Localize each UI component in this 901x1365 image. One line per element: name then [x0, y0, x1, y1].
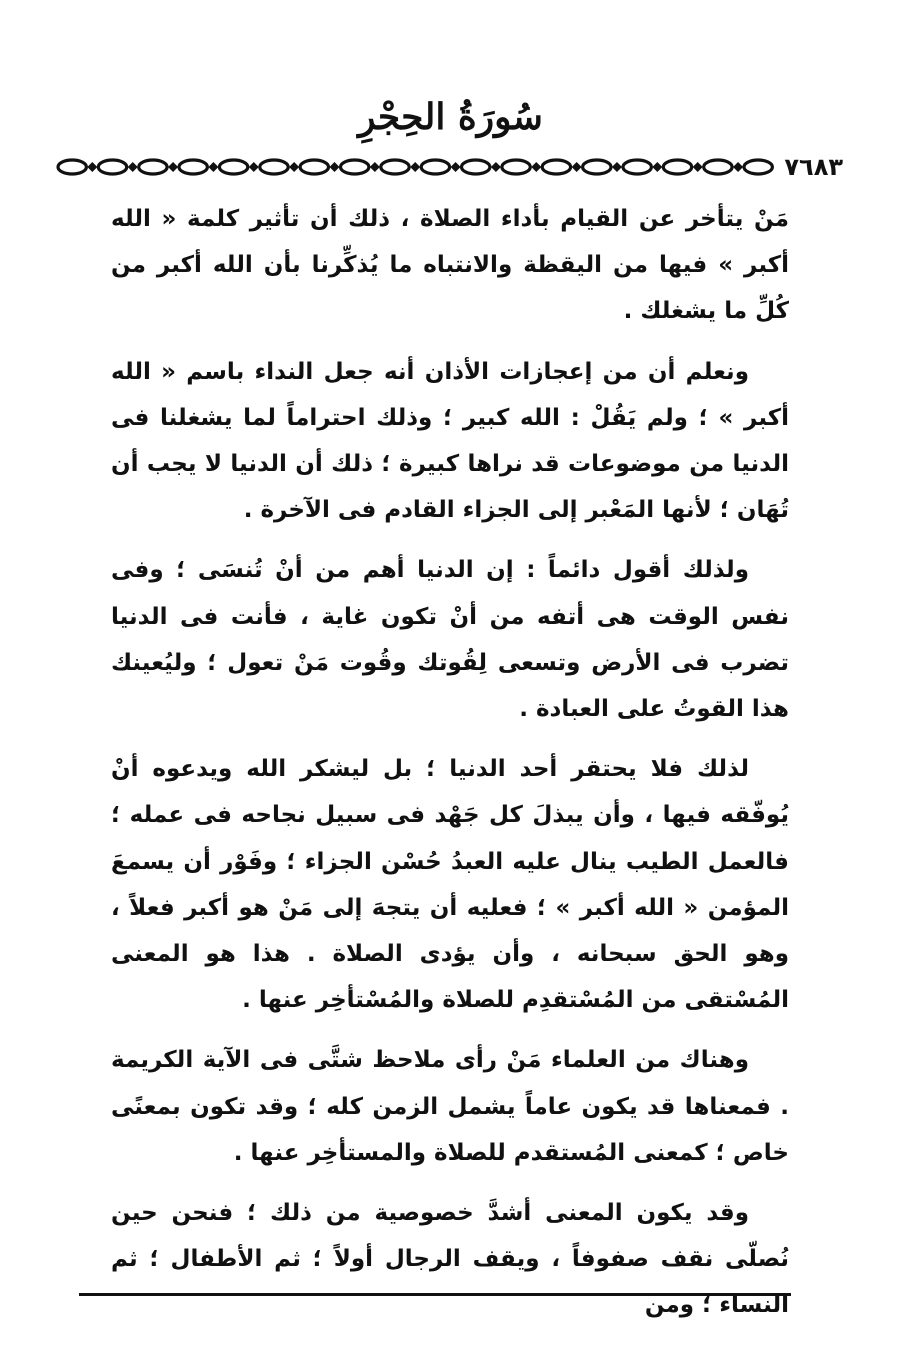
chain-link — [583, 160, 611, 174]
chain-link — [381, 160, 409, 174]
chain-diamond — [652, 162, 662, 172]
page-number: ٧٦٨٣ — [784, 153, 843, 181]
chain-link — [300, 160, 328, 174]
chain-link — [542, 160, 570, 174]
paragraph-6: وقد يكون المعنى أشدَّ خصوصية من ذلك ؛ فنحن حين نُصلّى نقف صفوفاً ، ويقف الرجال أولاً ؛ ثم الأطفال ؛ ثم النساء ؛ ومن — [111, 1200, 789, 1319]
chain-diamond — [329, 162, 339, 172]
chain-link — [58, 160, 86, 174]
footer-rule — [79, 1293, 791, 1296]
chain-diamond — [249, 162, 259, 172]
decorative-chain-border — [52, 150, 778, 184]
surah-title: سُورَةُ الحِجْرِ — [358, 96, 543, 138]
chain-diamond — [168, 162, 178, 172]
chain-link — [462, 160, 490, 174]
chain-link — [139, 160, 167, 174]
page-header-bar — [52, 150, 849, 184]
chain-diamond — [733, 162, 743, 172]
chain-diamond — [410, 162, 420, 172]
chain-diamond — [612, 162, 622, 172]
chain-link — [663, 160, 691, 174]
chain-diamond — [208, 162, 218, 172]
chain-diamond — [531, 162, 541, 172]
chain-link — [502, 160, 530, 174]
chain-diamond — [491, 162, 501, 172]
chain-link — [260, 160, 288, 174]
chain-link — [98, 160, 126, 174]
chain-link — [341, 160, 369, 174]
chain-link — [421, 160, 449, 174]
chain-link — [704, 160, 732, 174]
paragraph-2: ونعلم أن من إعجازات الأذان أنه جعل النداء باسم « الله أكبر » ؛ ولم يَقُلْ : الله كبير ؛ وذلك احتراماً لما يشغلنا فى الدنيا من موضوعات قد نراها كبيرة ؛ ذلك أن الدنيا لا يجب أن تُهَان ؛ لأنها المَعْبر إلى الجزاء القادم فى الآخرة . — [111, 358, 789, 524]
chain-diamond — [128, 162, 138, 172]
chain-diamond — [572, 162, 582, 172]
chain-diamond — [87, 162, 97, 172]
chain-link — [623, 160, 651, 174]
paragraph-3: ولذلك أقول دائماً : إن الدنيا أهم من أنْ تُنسَى ؛ وفى نفس الوقت هى أتفه من أنْ تكون غاية ، فأنت فى الدنيا تضرب فى الأرض وتسعى لِقُوتك وقُوت مَنْ تعول ؛ وليُعينك هذا القوتُ على العبادة . — [111, 557, 789, 723]
paragraph-4: لذلك فلا يحتقر أحد الدنيا ؛ بل ليشكر الله ويدعوه أنْ يُوفّقه فيها ، وأن يبذلَ كل جَهْد فى سبيل نجاحه فى عمله ؛ فالعمل الطيب ينال عليه العبدُ حُسْن الجزاء ؛ وفَوْر أن يسمعَ المؤمن « الله أكبر » ؛ فعليه أن يتجهَ إلى مَنْ هو أكبر فعلاً ، وهو الحق سبحانه ، وأن يؤدى الصلاة . هذا هو المعنى المُسْتقى من المُسْتقدِم للصلاة والمُسْتأخِر عنها . — [111, 756, 789, 1014]
chain-link — [744, 160, 772, 174]
paragraph-5: وهناك من العلماء مَنْ رأى ملاحظ شتَّى فى الآية الكريمة . فمعناها قد يكون عاماً يشمل الزمن كله ؛ وقد تكون بمعنًى خاص ؛ كمعنى المُستقدم للصلاة والمستأخِر عنها . — [111, 1047, 789, 1166]
paragraph-1: مَنْ يتأخر عن القيام بأداء الصلاة ، ذلك أن تأثير كلمة « الله أكبر » فيها من اليقظة والانتباه ما يُذكِّرنا بأن الله أكبر من كُلِّ ما يشغلك . — [111, 206, 789, 325]
chain-diamond — [289, 162, 299, 172]
chain-link — [179, 160, 207, 174]
body-text — [111, 196, 789, 1343]
chain-diamond — [693, 162, 703, 172]
chain-diamond — [370, 162, 380, 172]
chain-diamond — [451, 162, 461, 172]
chain-link — [219, 160, 247, 174]
